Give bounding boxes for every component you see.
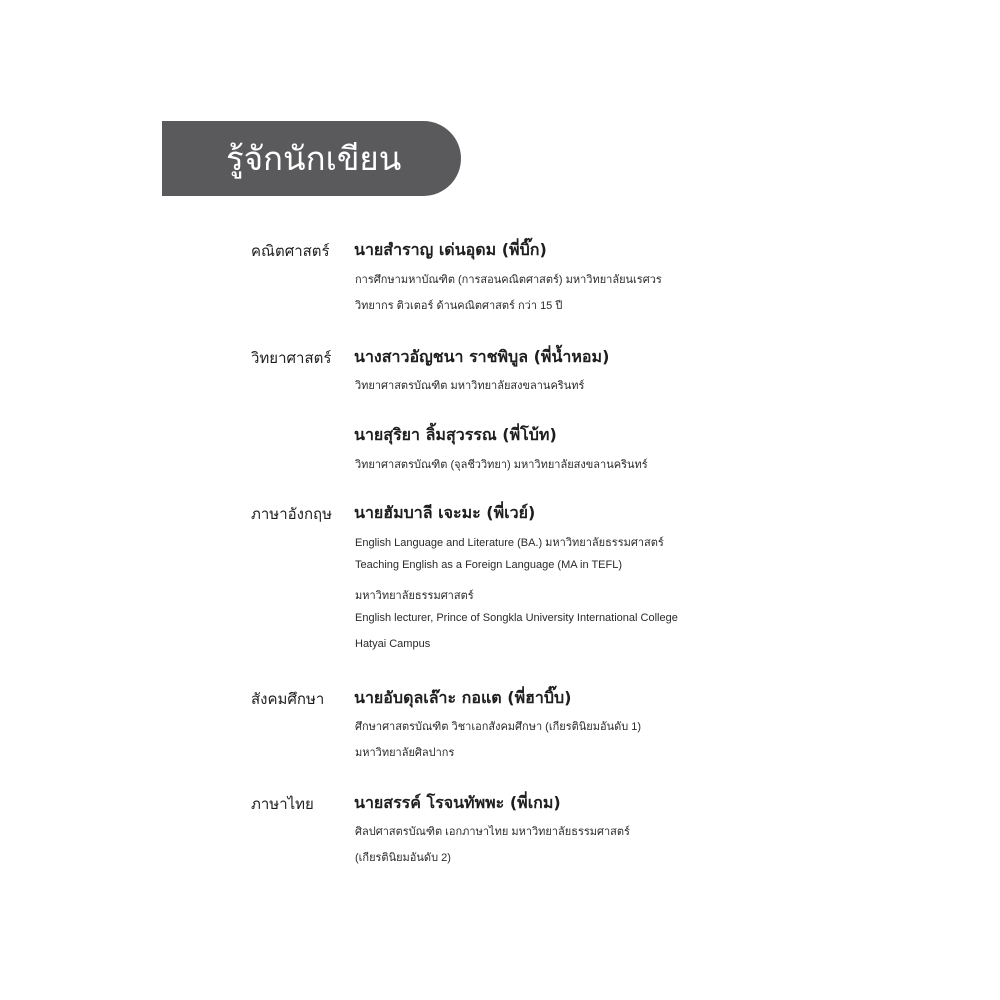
subject-label-thai: ภาษาไทย <box>251 795 314 813</box>
author-name: นายอับดุลเล๊าะ กอแต (พี่ฮาบิ๊บ) <box>354 688 572 707</box>
author-detail: มหาวิทยาลัยธรรมศาสตร์ <box>355 590 474 602</box>
author-detail: English lecturer, Prince of Songkla University International College <box>355 612 678 624</box>
author-name: นายฮัมบาลี เจะมะ (พี่เวย์) <box>354 503 536 522</box>
author-detail: วิทยาศาสตรบัณฑิต มหาวิทยาลัยสงขลานครินทร์ <box>355 380 585 392</box>
subject-label-science: วิทยาศาสตร์ <box>251 349 332 367</box>
author-detail: English Language and Literature (BA.) มหาวิทยาลัยธรรมศาสตร์ <box>355 537 664 549</box>
subject-label-math: คณิตศาสตร์ <box>251 242 330 260</box>
author-detail: Hatyai Campus <box>355 638 431 650</box>
subject-label-social-studies: สังคมศึกษา <box>251 690 325 708</box>
author-name: นายสรรค์ โรจนทัพพะ (พี่เกม) <box>354 793 561 812</box>
author-detail: ศิลปศาสตรบัณฑิต เอกภาษาไทย มหาวิทยาลัยธรรมศาสตร์ <box>355 826 630 838</box>
author-detail: Teaching English as a Foreign Language (MA in TEFL) <box>355 559 623 571</box>
author-detail: (เกียรตินิยมอันดับ 2) <box>355 852 451 864</box>
author-detail: วิทยากร ติวเตอร์ ด้านคณิตศาสตร์ กว่า 15 ปี <box>355 300 563 312</box>
author-detail: ศึกษาศาสตรบัณฑิต วิชาเอกสังคมศึกษา (เกียรตินิยมอันดับ 1) <box>355 721 642 733</box>
author-name: นายสำราญ เด่นอุดม (พี่บิ๊ก) <box>354 240 547 259</box>
author-name: นางสาวอัญชนา ราชพิบูล (พี่น้ำหอม) <box>354 347 610 366</box>
author-detail: การศึกษามหาบัณฑิต (การสอนคณิตศาสตร์) มหาวิทยาลัยนเรศวร <box>355 274 662 286</box>
author-detail: มหาวิทยาลัยศิลปากร <box>355 747 455 759</box>
author-detail: วิทยาศาสตรบัณฑิต (จุลชีววิทยา) มหาวิทยาลัยสงขลานครินทร์ <box>355 459 648 471</box>
subject-label-english: ภาษาอังกฤษ <box>251 505 333 523</box>
author-name: นายสุริยา ลิ้มสุวรรณ (พี่โบ้ท) <box>354 425 557 444</box>
page-title: รู้จักนักเขียน <box>226 139 402 178</box>
